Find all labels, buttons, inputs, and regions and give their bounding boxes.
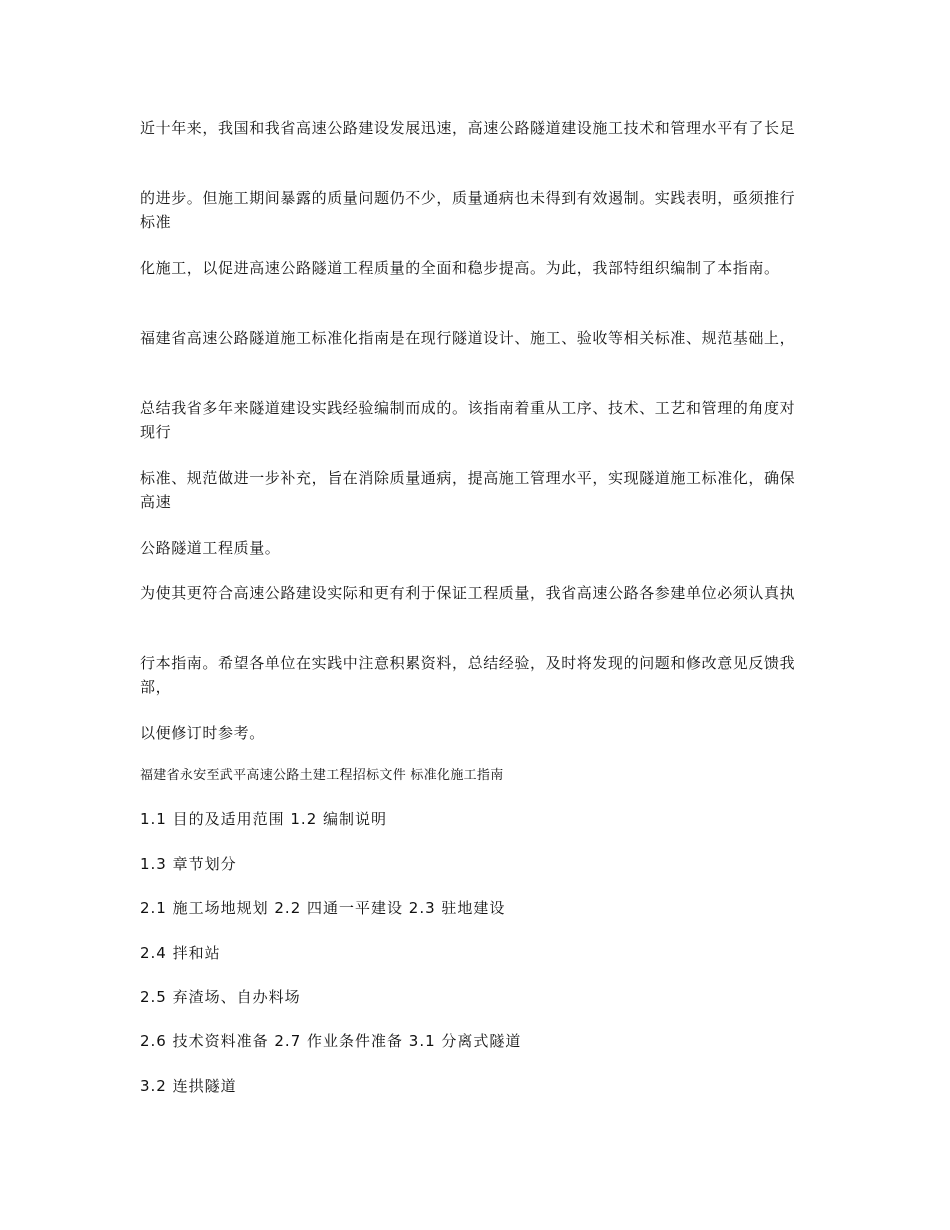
paragraph-4: 福建省高速公路隧道施工标准化指南是在现行隧道设计、施工、验收等相关标准、规范基础上， [140, 329, 796, 347]
toc-line-3: 2.1 施工场地规划 2.2 四通一平建设 2.3 驻地建设 [140, 899, 506, 917]
document-title: 福建省永安至武平高速公路土建工程招标文件 标准化施工指南 [140, 768, 504, 783]
toc-line-1: 1.1 目的及适用范围 1.2 编制说明 [140, 810, 388, 828]
paragraph-7: 公路隧道工程质量。 [140, 539, 281, 557]
paragraph-5: 总结我省多年来隧道建设实践经验编制而成的。该指南着重从工序、技术、工艺和管理的角度对现行 [140, 399, 796, 441]
toc-line-4: 2.4 拌和站 [140, 944, 221, 962]
paragraph-8: 为使其更符合高速公路建设实际和更有利于保证工程质量，我省高速公路各参建单位必须认真执 [140, 584, 796, 602]
paragraph-6: 标准、规范做进一步补充，旨在消除质量通病，提高施工管理水平，实现隧道施工标准化，确保高速 [140, 469, 796, 511]
paragraph-3: 化施工，以促进高速公路隧道工程质量的全面和稳步提高。为此，我部特组织编制了本指南。 [140, 259, 780, 277]
toc-line-7: 3.2 连拱隧道 [140, 1077, 237, 1095]
paragraph-1: 近十年来，我国和我省高速公路建设发展迅速，高速公路隧道建设施工技术和管理水平有了长足 [140, 119, 796, 137]
toc-line-6: 2.6 技术资料准备 2.7 作业条件准备 3.1 分离式隧道 [140, 1032, 522, 1050]
toc-line-5: 2.5 弃渣场、自办料场 [140, 988, 301, 1006]
paragraph-10: 以便修订时参考。 [140, 724, 265, 742]
paragraph-9: 行本指南。希望各单位在实践中注意积累资料，总结经验，及时将发现的问题和修改意见反馈我部， [140, 654, 796, 696]
paragraph-2: 的进步。但施工期间暴露的质量问题仍不少，质量通病也未得到有效遏制。实践表明，亟须推行标准 [140, 189, 796, 231]
toc-line-2: 1.3 章节划分 [140, 855, 237, 873]
